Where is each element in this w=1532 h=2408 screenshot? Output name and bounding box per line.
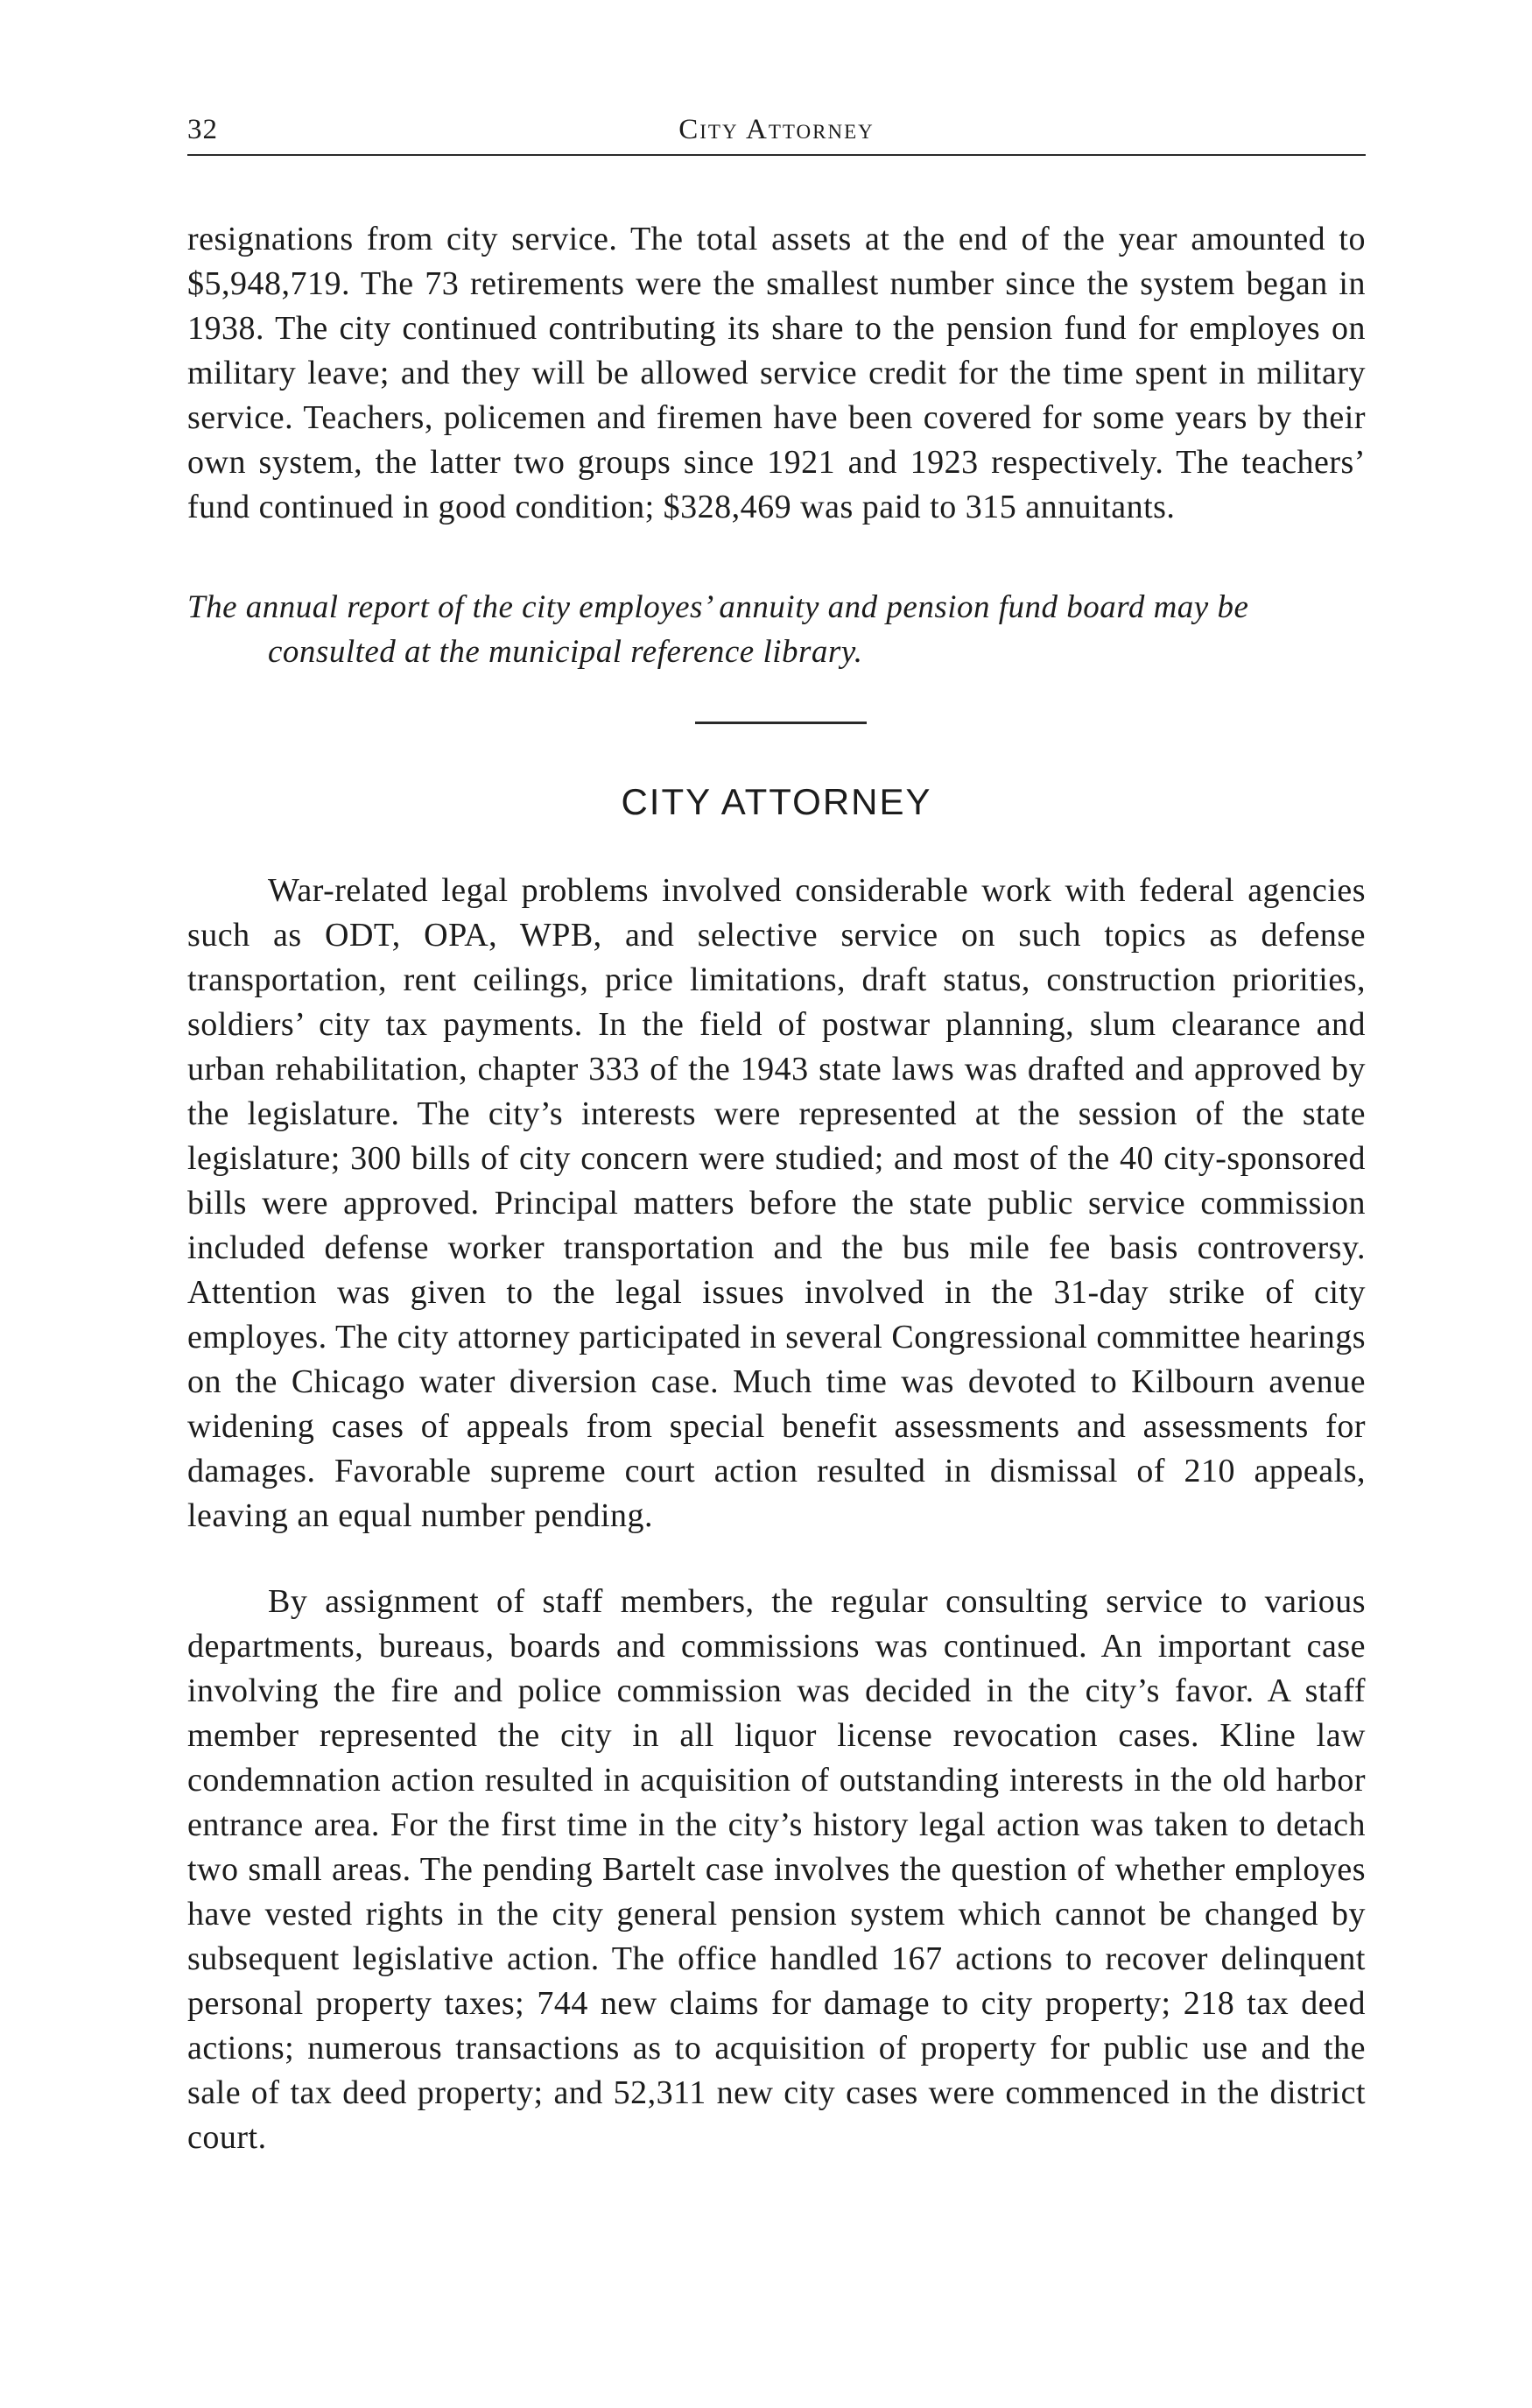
page-number: 32: [187, 114, 218, 145]
section-heading: CITY ATTORNEY: [621, 781, 932, 822]
section-divider: [695, 722, 867, 724]
running-title: City Attorney: [678, 114, 875, 145]
continued-paragraph: resignations from city service. The total assets at the end of the year amounted to $5,948,719. The 73 retirements were the smallest number since the system began in 1938. The city continued contributing its share to the pension fund for employes on military leave; and they will be allowed service credit for the time spent in military service. Teachers, policemen and firemen have been covered for some years by their own system, the latter two groups since 1921 and 1923 respectively. The teachers’ fund continued in good condition; $328,469 was paid to 315 annuitants.: [187, 221, 1366, 525]
running-head: [187, 112, 1366, 156]
section-paragraph-2: By assignment of staff members, the regular consulting service to various departments, bureaus, boards and commissions was continued. An important case involving the fire and police commission was decided in the city’s favor. A staff member represented the city in all liquor license revocation cases. Kline law condemnation action resulted in acquisition of outstanding interests in the old harbor entrance area. For the first time in the city’s history legal action was taken to detach two small areas. The pending Bartelt case involves the question of whether employes have vested rights in the city general pension system which cannot be changed by subsequent legislative action. The office handled 167 actions to recover delinquent personal property taxes; 744 new claims for damage to city property; 218 tax deed actions; numerous transactions as to acquisition of property for public use and the sale of tax deed property; and 52,311 new city cases were commenced in the district court.: [187, 1583, 1366, 2156]
reference-note: The annual report of the city employes’ annuity and pension fund board may be consulted at the municipal reference library.: [187, 589, 1249, 670]
section-paragraph-1: War-related legal problems involved considerable work with federal agencies such as ODT, OPA, WPB, and selective service on such topics as defense transportation, rent ceilings, price limitations, draft status, construction priorities, soldiers’ city tax payments. In the field of postwar planning, slum clearance and urban rehabilitation, chapter 333 of the 1943 state laws was drafted and approved by the legislature. The city’s interests were represented at the session of the state legislature; 300 bills of city concern were studied; and most of the 40 city-sponsored bills were approved. Principal matters before the state public service commission included defense worker transportation and the bus mile fee basis controversy. Attention was given to the legal issues involved in the 31-day strike of city employes. The city attorney participated in several Congressional committee hearings on the Chicago water diversion case. Much time was devoted to Kilbourn avenue widening cases of appeals from special benefit assessments and assessments for damages. Favorable supreme court action resulted in dismissal of 210 appeals, leaving an equal number pending.: [187, 872, 1366, 1534]
